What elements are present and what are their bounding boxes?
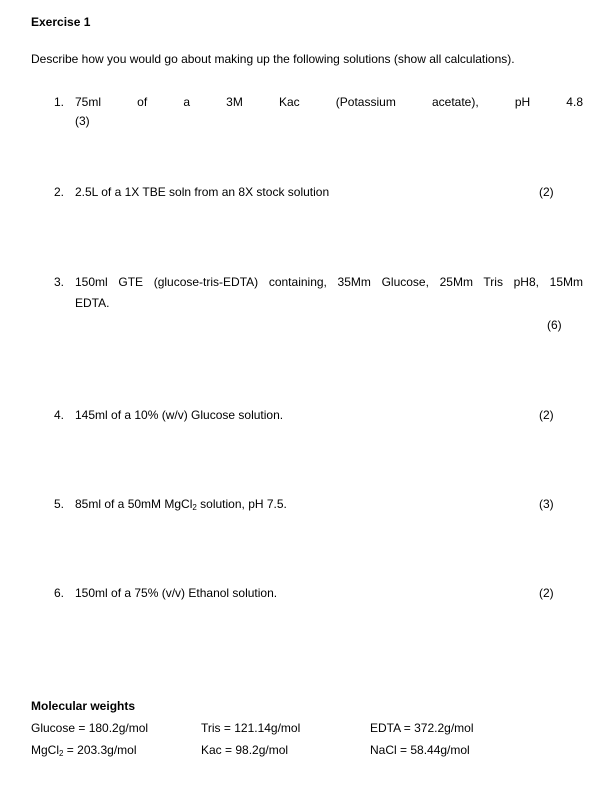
question-text: 75ml of a 3M Kac (Potassium acetate), pH 4.8	[75, 95, 583, 109]
question-marks: (2)	[539, 185, 554, 199]
question-text: 145ml of a 10% (w/v) Glucose solution.	[75, 408, 284, 422]
question-text: 85ml of a 50mM MgCl$_2$ solution, pH 7.5.	[75, 497, 287, 512]
instructions: Describe how you would go about making up the following solutions (show all calculations).	[31, 52, 515, 66]
question-number: 1.	[54, 95, 65, 109]
mw-tris: Tris = 121.14g/mol	[201, 721, 301, 735]
question-marks: (6)	[547, 318, 562, 332]
mw-glucose: Glucose = 180.2g/mol	[31, 721, 149, 735]
question-number: 5.	[54, 497, 65, 511]
mw-mgcl2: MgCl$_2$ = 203.3g/mol	[31, 743, 137, 758]
question-marks: (2)	[539, 586, 554, 600]
question-number: 4.	[54, 408, 65, 422]
question-number: 2.	[54, 185, 65, 199]
mw-edta: EDTA = 372.2g/mol	[370, 721, 474, 735]
question-text: 2.5L of a 1X TBE soln from an 8X stock solution	[75, 185, 330, 199]
question-number: 3.	[54, 275, 65, 289]
question-marks: (3)	[75, 114, 90, 128]
molecular-weights-heading: Molecular weights	[31, 699, 136, 713]
question-number: 6.	[54, 586, 65, 600]
question-text: 150ml of a 75% (v/v) Ethanol solution.	[75, 586, 278, 600]
question-text-continued: EDTA.	[75, 296, 110, 310]
question-marks: (2)	[539, 408, 554, 422]
exercise-title: Exercise 1	[31, 15, 91, 29]
question-marks: (3)	[539, 497, 554, 511]
mw-nacl: NaCl = 58.44g/mol	[370, 743, 470, 757]
mw-kac: Kac = 98.2g/mol	[201, 743, 289, 757]
question-text: 150ml GTE (glucose-tris-EDTA) containing, 35Mm Glucose, 25Mm Tris pH8, 15Mm	[75, 275, 583, 289]
